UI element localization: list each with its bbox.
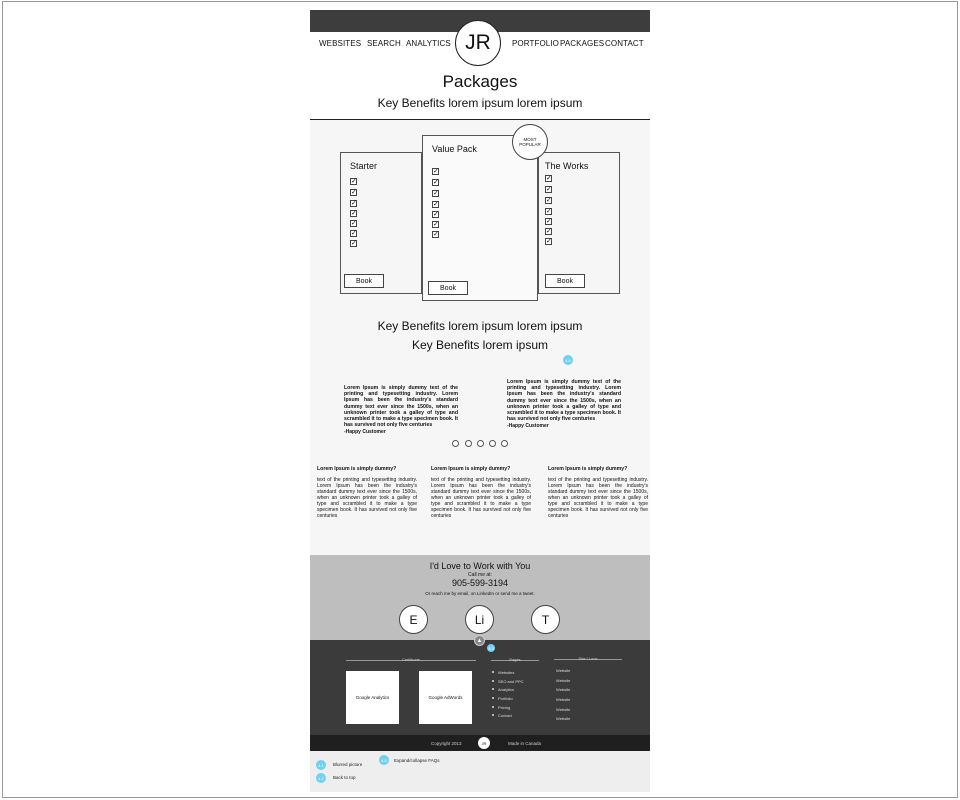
footer-link[interactable]: Portfolio bbox=[492, 696, 524, 705]
legend-faq: Expand/collapse FAQs bbox=[394, 758, 440, 763]
footer-link[interactable]: SEO and PPC bbox=[492, 679, 524, 688]
linkedin-icon[interactable]: Li bbox=[465, 605, 494, 634]
faq-column bbox=[431, 466, 531, 519]
carousel-dot[interactable] bbox=[477, 440, 484, 447]
footer-link[interactable]: Contact bbox=[492, 713, 524, 722]
annotation-marker: 4.5 bbox=[379, 755, 389, 765]
footer-sites-list bbox=[556, 668, 570, 726]
package-title: Starter bbox=[350, 161, 378, 171]
testimonial-text: Lorem Ipsum is simply dummy text of the printing and typesetting industry. Lorem Ipsum has been the industry's standard dummy text ever since the 1500s, when an unknown printer took a galley of type and scrambled it to make a type specimen book. It has survived not only five centuries bbox=[344, 385, 458, 429]
nav-packages[interactable]: PACKAGES bbox=[560, 39, 605, 48]
check-icon: ✓ bbox=[433, 190, 439, 197]
footer-link[interactable]: Website bbox=[556, 668, 571, 673]
testimonial-author: -Happy Customer bbox=[344, 429, 386, 435]
check-icon: ✓ bbox=[546, 208, 552, 215]
check-icon: ✓ bbox=[351, 189, 357, 196]
footer-link[interactable]: Pricing bbox=[492, 705, 524, 714]
package-title: Value Pack bbox=[432, 144, 477, 154]
pages-label: Pages bbox=[509, 657, 521, 662]
legend-blurred-picture: Blurred picture bbox=[333, 762, 363, 767]
faq-column bbox=[317, 466, 417, 519]
annotation-marker: 4.5 bbox=[563, 355, 573, 365]
contact-phone[interactable]: 905-599-3194 bbox=[451, 578, 509, 588]
contact-call-label: Call me at: bbox=[468, 572, 492, 578]
faq-heading[interactable]: Lorem Ipsum is simply dummy? bbox=[548, 466, 628, 472]
contact-note: Or reach me by email, on LinkedIn or send me a tweet. bbox=[425, 591, 535, 596]
faq-heading[interactable]: Lorem Ipsum is simply dummy? bbox=[431, 466, 511, 472]
check-icon: ✓ bbox=[546, 186, 552, 193]
nav-search[interactable]: SEARCH bbox=[367, 39, 401, 48]
faq-heading[interactable]: Lorem Ipsum is simply dummy? bbox=[317, 466, 397, 472]
package-card-the-works bbox=[538, 152, 620, 294]
check-icon: ✓ bbox=[433, 201, 439, 208]
twitter-icon[interactable]: T bbox=[531, 605, 560, 634]
footer-logo[interactable]: JR bbox=[478, 737, 490, 749]
certificate-label: Certificate bbox=[401, 657, 420, 662]
faq-column bbox=[548, 466, 648, 519]
check-icon: ✓ bbox=[433, 168, 439, 175]
check-icon: ✓ bbox=[351, 178, 357, 185]
footer-link[interactable]: Websites bbox=[492, 670, 524, 679]
footer-link[interactable]: Website bbox=[556, 677, 571, 683]
email-icon[interactable]: E bbox=[399, 605, 428, 634]
package-title: The Works bbox=[545, 161, 589, 171]
footer-link[interactable]: Website bbox=[556, 687, 571, 693]
google-analytics-certificate: Google Analytics bbox=[346, 671, 399, 724]
footer-link[interactable]: Website bbox=[556, 706, 571, 712]
sites-label: Site I Love bbox=[578, 656, 598, 661]
faq-body: text of the printing and typesetting industry. Lorem Ipsum has been the industry's standard dummy text ever since the 1500s, when an unknown printer took a galley of type and scrambled it to make a type specimen book. It has survived not only five centuries bbox=[548, 477, 648, 519]
benefits-heading-1: Key Benefits lorem ipsum lorem ipsum bbox=[377, 319, 583, 333]
carousel-dot[interactable] bbox=[489, 440, 496, 447]
check-icon: ✓ bbox=[433, 211, 439, 218]
carousel-dot[interactable] bbox=[465, 440, 472, 447]
contact-title: I'd Love to Work with You bbox=[429, 561, 531, 571]
benefits-heading-2: Key Benefits lorem ipsum bbox=[411, 338, 549, 352]
most-popular-badge: MOST POPULAR bbox=[512, 124, 548, 160]
check-icon: ✓ bbox=[546, 218, 552, 225]
testimonial-text: Lorem Ipsum is simply dummy text of the printing and typesetting industry. Lorem Ipsum has been the industry's standard dummy text ever since the 1500s, when an unknown printer took a galley of type and scrambled it to make a type specimen book. It has survived not only five centuries bbox=[507, 379, 621, 423]
check-icon: ✓ bbox=[433, 231, 439, 238]
check-icon: ✓ bbox=[433, 221, 439, 228]
legend-back-to-top: Back to top bbox=[333, 775, 356, 780]
annotation-marker: 4.2 bbox=[316, 773, 326, 783]
package-card-value-pack bbox=[422, 135, 538, 301]
check-icon: ✓ bbox=[351, 240, 357, 247]
made-in-text: Made in Canada bbox=[508, 741, 542, 746]
check-icon: ✓ bbox=[546, 175, 552, 182]
check-icon: ✓ bbox=[546, 238, 552, 245]
legend bbox=[310, 751, 650, 792]
nav-contact[interactable]: CONTACT bbox=[605, 39, 644, 48]
page-container bbox=[310, 10, 650, 792]
testimonial-author: -Happy Customer bbox=[507, 423, 549, 429]
footer-link[interactable]: Website bbox=[556, 716, 571, 722]
logo[interactable]: JR bbox=[455, 20, 501, 66]
footer-link[interactable]: Website bbox=[556, 697, 571, 703]
check-icon: ✓ bbox=[351, 200, 357, 207]
check-icon: ✓ bbox=[546, 228, 552, 235]
footer-pages-list bbox=[492, 670, 524, 722]
check-icon: ✓ bbox=[351, 220, 357, 227]
copyright-text: Copyright 2013 bbox=[431, 741, 462, 746]
faq-body: text of the printing and typesetting industry. Lorem Ipsum has been the industry's standard dummy text ever since the 1500s, when an unknown printer took a galley of type and scrambled it to make a type specimen book. It has survived not only five centuries bbox=[317, 477, 417, 519]
carousel-dot[interactable] bbox=[501, 440, 508, 447]
nav-portfolio[interactable]: PORTFOLIO bbox=[512, 39, 559, 48]
nav-analytics[interactable]: ANALYTICS bbox=[406, 39, 451, 48]
check-icon: ✓ bbox=[546, 197, 552, 204]
carousel-dot[interactable] bbox=[452, 440, 459, 447]
annotation-marker: 4.3 bbox=[488, 645, 494, 651]
faq-body: text of the printing and typesetting industry. Lorem Ipsum has been the industry's standard dummy text ever since the 1500s, when an unknown printer took a galley of type and scrambled it to make a type specimen book. It has survived not only five centuries bbox=[431, 477, 531, 519]
check-icon: ✓ bbox=[351, 210, 357, 217]
check-icon: ✓ bbox=[433, 179, 439, 186]
book-button-the-works[interactable]: Book bbox=[545, 274, 585, 288]
check-icon: ✓ bbox=[351, 230, 357, 237]
nav-websites[interactable]: WEBSITES bbox=[319, 39, 362, 48]
annotation-marker: 4.1 bbox=[316, 760, 326, 770]
package-card-starter bbox=[340, 152, 422, 294]
book-button-starter[interactable]: Book bbox=[344, 274, 384, 288]
google-adwords-certificate: Google AdWords bbox=[419, 671, 472, 724]
back-to-top-icon[interactable]: ▲ bbox=[474, 635, 485, 646]
footer-link[interactable]: Analytics bbox=[492, 687, 524, 696]
page-subtitle: Key Benefits lorem ipsum lorem ipsum bbox=[377, 96, 583, 110]
page-title: Packages bbox=[442, 72, 518, 91]
book-button-value-pack[interactable]: Book bbox=[428, 281, 468, 295]
